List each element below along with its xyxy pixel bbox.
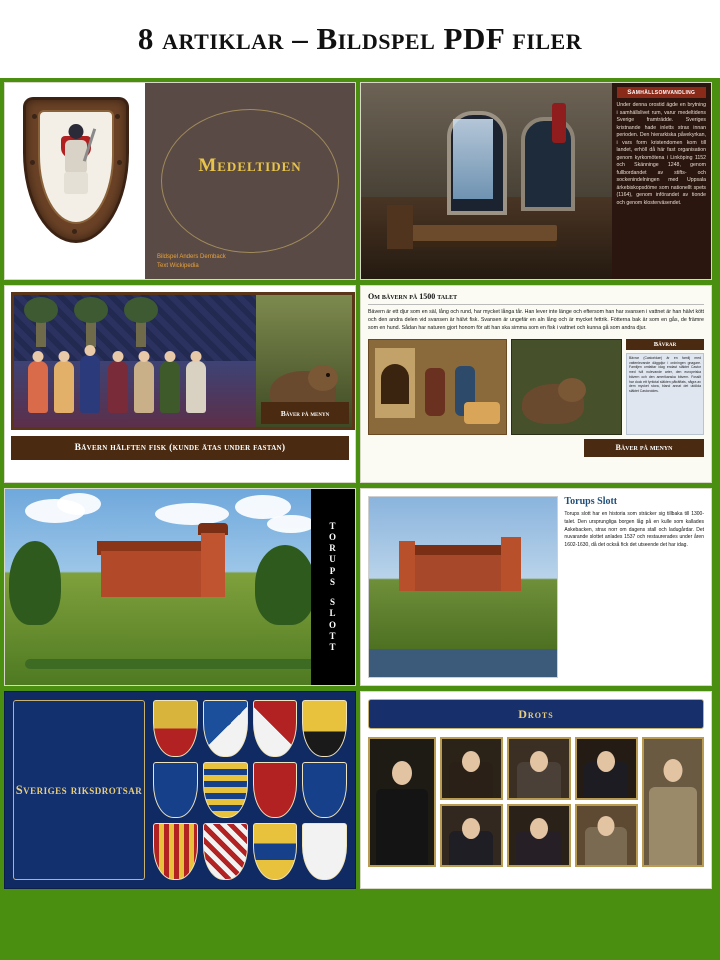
tree-trunk [36, 301, 46, 347]
hanging-cloth [552, 103, 566, 143]
portrait-face [598, 816, 615, 836]
letter: T [329, 630, 337, 641]
letter: L [329, 608, 337, 619]
slide-drots[interactable] [360, 691, 712, 889]
shield-lion-red-icon [153, 700, 198, 757]
portrait-face [462, 751, 480, 772]
letter: R [329, 543, 337, 554]
credit-line-2: Text Wickipedia [157, 263, 199, 269]
moat-water [369, 649, 557, 677]
dancing-figure [134, 361, 154, 413]
castle-photo [368, 496, 558, 678]
slide-title: Sveriges riksdrotsar [13, 700, 145, 880]
shield-red-rose-icon [253, 762, 298, 819]
tree-trunk [136, 301, 146, 347]
baker-figure [425, 368, 445, 416]
portrait-man-seated [507, 804, 571, 867]
letter: U [329, 554, 337, 565]
decorative-ellipse [161, 109, 339, 253]
portrait-face [664, 759, 683, 782]
divider [368, 304, 704, 305]
shield-blue-eagle-icon [153, 762, 198, 819]
slide-body: Torups slott har en historia som sträcker sig tillbaka till 1300-talet. Den ursprungliga borgen låg på en kulle som kallades Askebacken, strax norr om dagens stall och ladugårdar. Det nuvarande slottet anlades 1537 och restaurerades under åren 1602-1630, då det också fick det utseende det har idag. [564, 511, 704, 548]
slide-medeltiden[interactable] [4, 82, 356, 280]
beaver-head [308, 365, 338, 391]
portrait-man-ruff-collar [440, 804, 504, 867]
portrait-torso [376, 789, 428, 865]
knight-helmet [69, 124, 84, 139]
slide-samhallsomvandling[interactable] [360, 82, 712, 280]
portrait-column [507, 737, 571, 867]
oven-mouth [381, 364, 409, 404]
dancing-figure [108, 361, 128, 413]
portrait-torso [649, 787, 697, 865]
letter: P [329, 565, 337, 576]
castle-tower [501, 537, 521, 591]
portrait-man-ornate-dress [642, 737, 704, 867]
portrait-man-dark-beard [440, 737, 504, 800]
slide-title: Medeltiden [198, 155, 302, 176]
castle-title-sidebar [311, 489, 355, 685]
slides-grid [4, 82, 716, 889]
knight-legs [64, 172, 88, 194]
slide-title: Drots [368, 699, 704, 729]
slide-body: Bävern är ett djur som en säl, lång och rund, har mycket långa tår. Han lever inte länge och eftersom han har svansen i vattnet är han hälvt kött och den andra delen vid svansen är hälvt fisk. Svansen är ungefär en aln lång och är mycket fettrik. Fötterna bak är som en gås, de främre som en hund. Sådan har naturen gjort honom för att han ska simma som en fisk i vattnet och kunna gå som andra djur. [368, 309, 704, 331]
slide-bavern-dans[interactable] [4, 285, 356, 483]
slide-om-bavern[interactable] [360, 285, 712, 483]
tree [9, 541, 61, 625]
beaver-caption: Bäver på menyn [261, 402, 349, 424]
letter: S [329, 576, 336, 587]
wooden-table [407, 225, 557, 241]
bread-loaves [464, 402, 500, 424]
portrait-column [575, 737, 639, 867]
portrait-face [597, 751, 615, 772]
stained-glass-window [521, 117, 575, 211]
knight-shield-icon [23, 97, 129, 243]
textbox-heading: Samhällsomvandling [617, 87, 706, 98]
slide-medeltiden-titlepanel [145, 83, 355, 279]
slide-caption: Bäver på menyn [584, 439, 704, 457]
shield-blue-eagle-gold-icon [302, 762, 347, 819]
slide-heading: Om bävern på 1500 talet [368, 292, 458, 301]
shield-field [38, 110, 114, 224]
slide-sveriges-riksdrotsar[interactable] [4, 691, 356, 889]
slide-title: Torups Slott [564, 496, 618, 507]
tree-crown [74, 297, 108, 323]
portrait-nobleman-standing [575, 804, 639, 867]
tree-crown [124, 297, 158, 323]
bakery-illustration [368, 339, 507, 435]
letter: T [329, 520, 337, 531]
portrait-man-armour [507, 737, 571, 800]
portrait-face [462, 818, 480, 839]
wooden-chair [387, 205, 413, 249]
medieval-room-image [361, 83, 612, 279]
tree-crown [24, 297, 58, 323]
portrait-face [392, 761, 412, 785]
beaver-head [558, 378, 586, 402]
castle-textbox [564, 496, 704, 678]
shield-gold-bend-black-icon [302, 700, 347, 757]
portrait-face [530, 818, 548, 839]
shield-white-black-beast-icon [302, 823, 347, 880]
shield-yellow-blue-fess-icon [253, 823, 298, 880]
dancing-figure [160, 361, 180, 413]
samhallsomvandling-textbox [612, 83, 711, 279]
cloud [57, 493, 101, 515]
castle-tower [399, 541, 415, 591]
castle-tower [201, 533, 225, 597]
dancing-figure [28, 361, 48, 413]
portrait-face [530, 751, 548, 772]
sidebar-word-torups [329, 521, 337, 589]
letter: T [329, 642, 337, 653]
shield-blue-yellow-bars-icon [203, 762, 248, 819]
shield-quartered-blue-white-icon [203, 700, 248, 757]
beaver-photo [511, 339, 622, 435]
slide-torups-slott-text[interactable] [360, 488, 712, 686]
credit-line-1: Bildspel Anders Dernback [157, 254, 226, 260]
letter: O [328, 619, 337, 630]
tree [255, 545, 311, 625]
cloud [267, 515, 311, 533]
slide-medeltiden-image [5, 83, 145, 279]
cloud [155, 503, 229, 525]
dancing-figure [54, 361, 74, 413]
side-panel [626, 339, 704, 435]
medieval-dance-illumination [14, 295, 256, 427]
beaver-eye [326, 373, 330, 377]
portrait-column [440, 737, 504, 867]
window-light [453, 119, 493, 199]
slide-torups-slott-foto[interactable] [4, 488, 356, 686]
portrait-man-black-robe [368, 737, 436, 867]
side-note: Bävrar (Castoridae) är en familj med vattenlevande däggdjur i ordningen gnagare. Familjen omfattar idag endast släktet Castor med två nulevande arter, den europeiska bävern och den amerikanska bävern. Fossilt har dock ett fyrtiotal släkten påträffats, några av dem mycket stora, bland annat det utdöda släktet Castoroides. [626, 353, 704, 435]
slide-credit [157, 253, 226, 271]
shield-red-gold-stripes-icon [153, 823, 198, 880]
castle-building [411, 555, 511, 591]
tree-trunk [86, 301, 96, 347]
portrait-gallery [368, 737, 704, 867]
page-title: 8 artiklar – Bildspel PDF filer [137, 21, 583, 56]
dancing-figure [80, 355, 100, 413]
textbox-body: Under denna orostid ägde en brytning i samhällslivet rum, varur medeltidens Sverige framträdde. Sveriges kristnande hade inletts strax innan perioden. Den hierarkiska påvekyrkan, i vars form kristendomen kom till landet, erhöll då här fast organisation genom kyrkomötena i Linköping 1152 och Skänninge 1248, genom fullbordandet av stifts- och sockenindelningen med Uppsala ärkebiskopsdöme som nationellt spets (1164), genom införandet av tionde och genom klosterväsendet. [616, 102, 706, 206]
page-header [0, 0, 720, 78]
portrait-man-white-collar [575, 737, 639, 800]
shield-white-red-lozenges-icon [203, 823, 248, 880]
coat-of-arms-grid [153, 700, 347, 880]
garden-hedge [25, 659, 311, 669]
slide-banner: Bävern hälften fisk (kunde ätas under fastan) [11, 436, 349, 460]
illumination-frame [11, 292, 355, 430]
side-label: Bävrar [626, 339, 704, 350]
dancing-figure [186, 361, 206, 413]
castle-photo [5, 489, 311, 685]
letter: O [328, 531, 337, 542]
shield-bend-white-red-icon [253, 700, 298, 757]
letter: S [329, 597, 336, 608]
sidebar-word-slott [329, 597, 337, 653]
image-row [368, 339, 704, 435]
